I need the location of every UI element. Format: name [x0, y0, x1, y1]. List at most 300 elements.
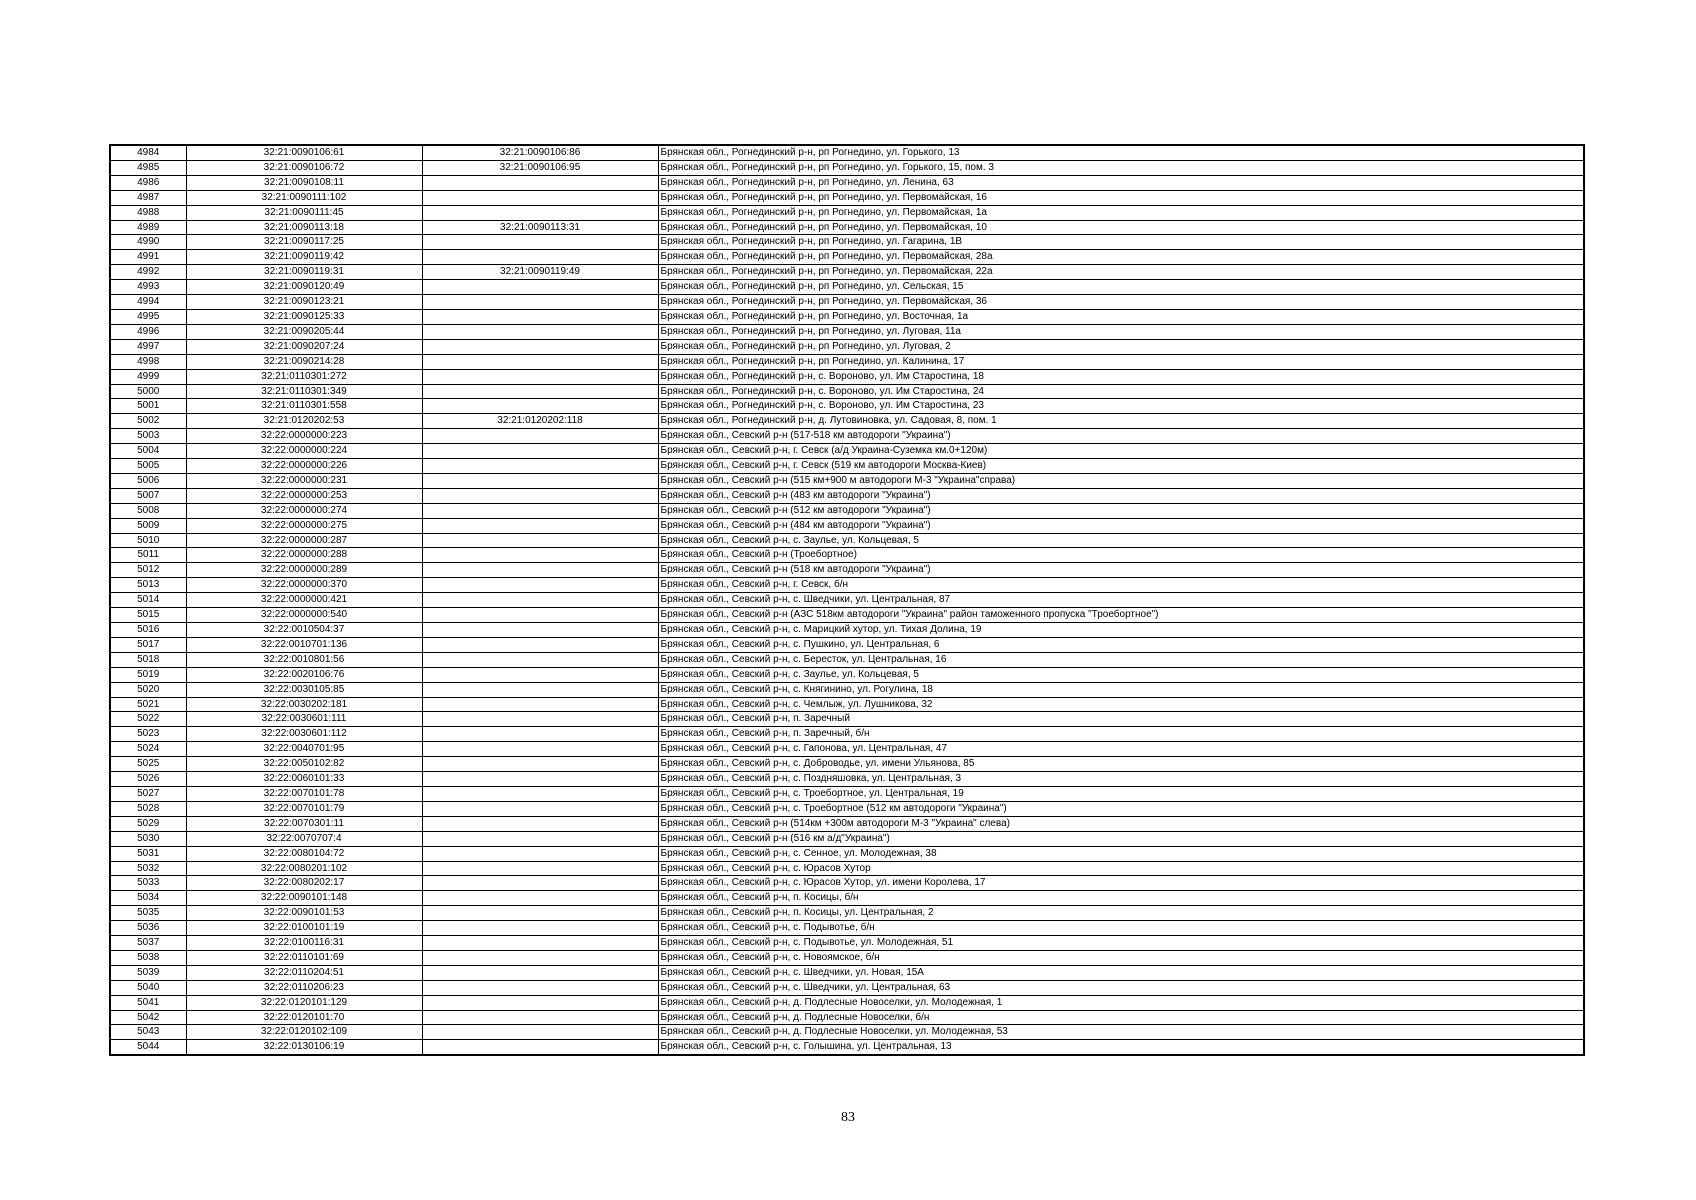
cadastral-number: 32:22:0000000:274 [186, 503, 422, 518]
row-number: 5024 [110, 742, 186, 757]
linked-cadastral-number [422, 712, 658, 727]
table-row [110, 801, 1584, 816]
address: Брянская обл., Севский р-н, г. Севск (519 км автодороги Москва-Киев) [658, 459, 1584, 474]
linked-cadastral-number [422, 980, 658, 995]
row-number: 5017 [110, 637, 186, 652]
table-row [110, 637, 1584, 652]
linked-cadastral-number [422, 786, 658, 801]
table-row [110, 593, 1584, 608]
row-number: 4994 [110, 295, 186, 310]
linked-cadastral-number: 32:21:0090106:86 [422, 145, 658, 160]
linked-cadastral-number [422, 309, 658, 324]
cadastral-number: 32:21:0090207:24 [186, 339, 422, 354]
table-row [110, 667, 1584, 682]
address: Брянская обл., Севский р-н, с. Заулье, ул. Кольцевая, 5 [658, 667, 1584, 682]
linked-cadastral-number [422, 429, 658, 444]
linked-cadastral-number [422, 533, 658, 548]
linked-cadastral-number [422, 891, 658, 906]
address: Брянская обл., Рогнединский р-н, рп Рогнедино, ул. Калинина, 17 [658, 354, 1584, 369]
linked-cadastral-number [422, 324, 658, 339]
linked-cadastral-number [422, 384, 658, 399]
table-row [110, 399, 1584, 414]
linked-cadastral-number [422, 861, 658, 876]
row-number: 5001 [110, 399, 186, 414]
cadastral-number: 32:22:0070301:11 [186, 816, 422, 831]
cadastral-number: 32:22:0120102:109 [186, 1025, 422, 1040]
linked-cadastral-number [422, 399, 658, 414]
table-row [110, 160, 1584, 175]
row-number: 5020 [110, 682, 186, 697]
linked-cadastral-number [422, 697, 658, 712]
linked-cadastral-number [422, 488, 658, 503]
table-row [110, 965, 1584, 980]
row-number: 5033 [110, 876, 186, 891]
row-number: 5021 [110, 697, 186, 712]
cadastral-number: 32:22:0040701:95 [186, 742, 422, 757]
row-number: 5022 [110, 712, 186, 727]
table-row [110, 473, 1584, 488]
row-number: 5011 [110, 548, 186, 563]
cadastral-number: 32:22:0000000:231 [186, 473, 422, 488]
address: Брянская обл., Рогнединский р-н, с. Вороново, ул. Им Старостина, 23 [658, 399, 1584, 414]
linked-cadastral-number [422, 831, 658, 846]
row-number: 5037 [110, 936, 186, 951]
row-number: 5028 [110, 801, 186, 816]
table-row [110, 861, 1584, 876]
address: Брянская обл., Рогнединский р-н, рп Рогнедино, ул. Луговая, 2 [658, 339, 1584, 354]
cadastral-number: 32:22:0030105:85 [186, 682, 422, 697]
row-number: 5012 [110, 563, 186, 578]
cadastral-number: 32:22:0000000:253 [186, 488, 422, 503]
row-number: 5036 [110, 921, 186, 936]
cadastral-number: 32:22:0080201:102 [186, 861, 422, 876]
cadastral-number: 32:22:0000000:288 [186, 548, 422, 563]
table-row [110, 578, 1584, 593]
cadastral-number: 32:22:0080104:72 [186, 846, 422, 861]
address: Брянская обл., Севский р-н, с. Юрасов Хутор, ул. имени Королева, 17 [658, 876, 1584, 891]
address: Брянская обл., Севский р-н, п. Заречный, б/н [658, 727, 1584, 742]
linked-cadastral-number [422, 578, 658, 593]
table-row [110, 876, 1584, 891]
address: Брянская обл., Севский р-н, г. Севск, б/н [658, 578, 1584, 593]
address: Брянская обл., Рогнединский р-н, рп Рогнедино, ул. Горького, 13 [658, 145, 1584, 160]
linked-cadastral-number [422, 369, 658, 384]
table-row [110, 906, 1584, 921]
table-row [110, 190, 1584, 205]
linked-cadastral-number [422, 742, 658, 757]
table-row [110, 772, 1584, 787]
address: Брянская обл., Севский р-н, с. Марицкий хутор, ул. Тихая Долина, 19 [658, 623, 1584, 638]
cadastral-number: 32:22:0110101:69 [186, 950, 422, 965]
address: Брянская обл., Севский р-н, с. Княгинино, ул. Рогулина, 18 [658, 682, 1584, 697]
table-row [110, 742, 1584, 757]
row-number: 5025 [110, 757, 186, 772]
address: Брянская обл., Севский р-н, с. Пушкино, ул. Центральная, 6 [658, 637, 1584, 652]
table-row [110, 369, 1584, 384]
address: Брянская обл., Севский р-н, с. Подывотье, ул. Молодежная, 51 [658, 936, 1584, 951]
row-number: 5029 [110, 816, 186, 831]
address: Брянская обл., Севский р-н, п. Косицы, б/н [658, 891, 1584, 906]
table-row [110, 980, 1584, 995]
linked-cadastral-number [422, 1010, 658, 1025]
address: Брянская обл., Севский р-н, с. Троебортное, ул. Центральная, 19 [658, 786, 1584, 801]
address: Брянская обл., Севский р-н, п. Заречный [658, 712, 1584, 727]
table-row [110, 950, 1584, 965]
address: Брянская обл., Рогнединский р-н, рп Рогнедино, ул. Первомайская, 28а [658, 250, 1584, 265]
row-number: 5043 [110, 1025, 186, 1040]
linked-cadastral-number [422, 205, 658, 220]
linked-cadastral-number [422, 801, 658, 816]
table-row [110, 265, 1584, 280]
linked-cadastral-number: 32:21:0090106:95 [422, 160, 658, 175]
cadastral-number: 32:21:0090214:28 [186, 354, 422, 369]
row-number: 5014 [110, 593, 186, 608]
table-row [110, 354, 1584, 369]
table-row [110, 280, 1584, 295]
table-row [110, 488, 1584, 503]
cadastral-number: 32:22:0010504:37 [186, 623, 422, 638]
table-row [110, 1025, 1584, 1040]
cadastral-number: 32:21:0090113:18 [186, 220, 422, 235]
row-number: 4990 [110, 235, 186, 250]
table-row [110, 1040, 1584, 1055]
table-row [110, 444, 1584, 459]
linked-cadastral-number [422, 995, 658, 1010]
row-number: 5034 [110, 891, 186, 906]
row-number: 5041 [110, 995, 186, 1010]
address: Брянская обл., Севский р-н (512 км автодороги "Украина") [658, 503, 1584, 518]
linked-cadastral-number [422, 444, 658, 459]
linked-cadastral-number [422, 816, 658, 831]
address: Брянская обл., Рогнединский р-н, рп Рогнедино, ул. Восточная, 1а [658, 309, 1584, 324]
address: Брянская обл., Севский р-н, с. Сенное, ул. Молодежная, 38 [658, 846, 1584, 861]
table-row [110, 786, 1584, 801]
cadastral-number: 32:22:0070101:78 [186, 786, 422, 801]
cadastral-number: 32:21:0090111:45 [186, 205, 422, 220]
address: Брянская обл., Рогнединский р-н, рп Рогнедино, ул. Сельская, 15 [658, 280, 1584, 295]
address: Брянская обл., Рогнединский р-н, рп Рогнедино, ул. Первомайская, 16 [658, 190, 1584, 205]
table-row [110, 652, 1584, 667]
cadastral-number: 32:21:0090119:42 [186, 250, 422, 265]
address: Брянская обл., Севский р-н, с. Бересток, ул. Центральная, 16 [658, 652, 1584, 667]
row-number: 5007 [110, 488, 186, 503]
table-row [110, 235, 1584, 250]
row-number: 5019 [110, 667, 186, 682]
table-row [110, 175, 1584, 190]
linked-cadastral-number [422, 727, 658, 742]
row-number: 5002 [110, 414, 186, 429]
linked-cadastral-number [422, 459, 658, 474]
address: Брянская обл., Рогнединский р-н, рп Рогнедино, ул. Первомайская, 10 [658, 220, 1584, 235]
table-row [110, 623, 1584, 638]
row-number: 4986 [110, 175, 186, 190]
linked-cadastral-number [422, 906, 658, 921]
linked-cadastral-number: 32:21:0090119:49 [422, 265, 658, 280]
row-number: 4995 [110, 309, 186, 324]
linked-cadastral-number [422, 235, 658, 250]
table-row [110, 921, 1584, 936]
row-number: 4996 [110, 324, 186, 339]
linked-cadastral-number [422, 593, 658, 608]
cadastral-number: 32:21:0090117:25 [186, 235, 422, 250]
row-number: 4988 [110, 205, 186, 220]
linked-cadastral-number [422, 295, 658, 310]
row-number: 4992 [110, 265, 186, 280]
row-number: 4985 [110, 160, 186, 175]
cadastral-number: 32:22:0090101:53 [186, 906, 422, 921]
address: Брянская обл., Севский р-н, п. Косицы, ул. Центральная, 2 [658, 906, 1584, 921]
cadastral-number: 32:22:0090101:148 [186, 891, 422, 906]
cadastral-number: 32:22:0070101:79 [186, 801, 422, 816]
linked-cadastral-number [422, 280, 658, 295]
table-row [110, 1010, 1584, 1025]
cadastral-number: 32:21:0090123:21 [186, 295, 422, 310]
row-number: 4993 [110, 280, 186, 295]
address: Брянская обл., Севский р-н (518 км автодороги "Украина") [658, 563, 1584, 578]
address: Брянская обл., Рогнединский р-н, рп Рогнедино, ул. Луговая, 11а [658, 324, 1584, 339]
cadastral-number: 32:21:0090106:61 [186, 145, 422, 160]
linked-cadastral-number [422, 667, 658, 682]
row-number: 4989 [110, 220, 186, 235]
address: Брянская обл., Севский р-н, г. Севск (а/д Украина-Суземка км.0+120м) [658, 444, 1584, 459]
cadastral-number: 32:22:0050102:82 [186, 757, 422, 772]
address: Брянская обл., Севский р-н (Троебортное) [658, 548, 1584, 563]
address: Брянская обл., Севский р-н, с. Голышина, ул. Центральная, 13 [658, 1040, 1584, 1055]
cadastral-number: 32:22:0080202:17 [186, 876, 422, 891]
row-number: 5030 [110, 831, 186, 846]
address: Брянская обл., Севский р-н (483 км автодороги "Украина") [658, 488, 1584, 503]
row-number: 5044 [110, 1040, 186, 1055]
linked-cadastral-number [422, 757, 658, 772]
linked-cadastral-number [422, 608, 658, 623]
table-row [110, 503, 1584, 518]
row-number: 4997 [110, 339, 186, 354]
linked-cadastral-number [422, 548, 658, 563]
row-number: 5009 [110, 518, 186, 533]
cadastral-number: 32:22:0010801:56 [186, 652, 422, 667]
linked-cadastral-number [422, 354, 658, 369]
cadastral-number: 32:22:0000000:224 [186, 444, 422, 459]
address: Брянская обл., Севский р-н, с. Троебортное (512 км автодороги "Украина") [658, 801, 1584, 816]
address: Брянская обл., Рогнединский р-н, с. Вороново, ул. Им Старостина, 24 [658, 384, 1584, 399]
address: Брянская обл., Севский р-н (484 км автодороги "Украина") [658, 518, 1584, 533]
address: Брянская обл., Рогнединский р-н, с. Вороново, ул. Им Старостина, 18 [658, 369, 1584, 384]
row-number: 5038 [110, 950, 186, 965]
table-row [110, 563, 1584, 578]
cadastral-number: 32:22:0030601:112 [186, 727, 422, 742]
row-number: 5005 [110, 459, 186, 474]
address: Брянская обл., Рогнединский р-н, д. Лутовиновка, ул. Садовая, 8, пом. 1 [658, 414, 1584, 429]
cadastral-number: 32:22:0060101:33 [186, 772, 422, 787]
table-row [110, 414, 1584, 429]
row-number: 5032 [110, 861, 186, 876]
cadastral-number: 32:22:0030601:111 [186, 712, 422, 727]
address: Брянская обл., Рогнединский р-н, рп Рогнедино, ул. Горького, 15, пом. 3 [658, 160, 1584, 175]
row-number: 5026 [110, 772, 186, 787]
table-row [110, 309, 1584, 324]
linked-cadastral-number [422, 503, 658, 518]
row-number: 5018 [110, 652, 186, 667]
cadastral-number: 32:21:0110301:558 [186, 399, 422, 414]
registry-table [109, 144, 1585, 1056]
table-row [110, 846, 1584, 861]
linked-cadastral-number [422, 518, 658, 533]
cadastral-number: 32:22:0000000:289 [186, 563, 422, 578]
table-row [110, 936, 1584, 951]
table-row [110, 757, 1584, 772]
linked-cadastral-number [422, 473, 658, 488]
address: Брянская обл., Рогнединский р-н, рп Рогнедино, ул. Ленина, 63 [658, 175, 1584, 190]
linked-cadastral-number [422, 637, 658, 652]
address: Брянская обл., Севский р-н, с. Доброводье, ул. имени Ульянова, 85 [658, 757, 1584, 772]
linked-cadastral-number [422, 921, 658, 936]
linked-cadastral-number [422, 846, 658, 861]
address: Брянская обл., Севский р-н, с. Чемлыж, ул. Лушникова, 32 [658, 697, 1584, 712]
table-row [110, 608, 1584, 623]
linked-cadastral-number [422, 250, 658, 265]
address: Брянская обл., Севский р-н, с. Шведчики, ул. Центральная, 63 [658, 980, 1584, 995]
row-number: 5006 [110, 473, 186, 488]
address: Брянская обл., Севский р-н (516 км а/д"Украина") [658, 831, 1584, 846]
address: Брянская обл., Севский р-н (517-518 км автодороги "Украина") [658, 429, 1584, 444]
table-row [110, 518, 1584, 533]
cadastral-number: 32:21:0090125:33 [186, 309, 422, 324]
table-row [110, 429, 1584, 444]
cadastral-number: 32:22:0110206:23 [186, 980, 422, 995]
table-row [110, 384, 1584, 399]
table-row [110, 459, 1584, 474]
address: Брянская обл., Севский р-н, с. Новоямское, б/н [658, 950, 1584, 965]
linked-cadastral-number [422, 623, 658, 638]
table-row [110, 995, 1584, 1010]
cadastral-number: 32:22:0100101:19 [186, 921, 422, 936]
linked-cadastral-number [422, 936, 658, 951]
address: Брянская обл., Севский р-н, с. Подывотье, б/н [658, 921, 1584, 936]
cadastral-number: 32:22:0000000:223 [186, 429, 422, 444]
address: Брянская обл., Севский р-н (АЗС 518км автодороги "Украина" район таможенного пропуска "Троебортное") [658, 608, 1584, 623]
row-number: 5027 [110, 786, 186, 801]
linked-cadastral-number: 32:21:0090113:31 [422, 220, 658, 235]
linked-cadastral-number [422, 772, 658, 787]
table-row [110, 220, 1584, 235]
row-number: 4987 [110, 190, 186, 205]
cadastral-number: 32:21:0110301:349 [186, 384, 422, 399]
address: Брянская обл., Рогнединский р-н, рп Рогнедино, ул. Первомайская, 22а [658, 265, 1584, 280]
row-number: 5013 [110, 578, 186, 593]
table-row [110, 712, 1584, 727]
linked-cadastral-number [422, 563, 658, 578]
linked-cadastral-number [422, 175, 658, 190]
cadastral-number: 32:21:0120202:53 [186, 414, 422, 429]
linked-cadastral-number [422, 1025, 658, 1040]
address: Брянская обл., Севский р-н, с. Юрасов Хутор [658, 861, 1584, 876]
table-row [110, 339, 1584, 354]
table-row [110, 295, 1584, 310]
linked-cadastral-number [422, 1040, 658, 1055]
cadastral-number: 32:22:0110204:51 [186, 965, 422, 980]
address: Брянская обл., Севский р-н, с. Поздняшовка, ул. Центральная, 3 [658, 772, 1584, 787]
table-row [110, 548, 1584, 563]
linked-cadastral-number [422, 339, 658, 354]
table-row [110, 250, 1584, 265]
registry-table-body [110, 145, 1584, 1055]
address: Брянская обл., Севский р-н, д. Подлесные Новоселки, б/н [658, 1010, 1584, 1025]
cadastral-number: 32:21:0090120:49 [186, 280, 422, 295]
address: Брянская обл., Севский р-н, с. Заулье, ул. Кольцевая, 5 [658, 533, 1584, 548]
table-row [110, 145, 1584, 160]
row-number: 5023 [110, 727, 186, 742]
cadastral-number: 32:22:0100116:31 [186, 936, 422, 951]
address: Брянская обл., Севский р-н, д. Подлесные Новоселки, ул. Молодежная, 1 [658, 995, 1584, 1010]
row-number: 5000 [110, 384, 186, 399]
linked-cadastral-number [422, 950, 658, 965]
cadastral-number: 32:22:0020106:76 [186, 667, 422, 682]
cadastral-number: 32:22:0120101:70 [186, 1010, 422, 1025]
cadastral-number: 32:21:0090119:31 [186, 265, 422, 280]
row-number: 4998 [110, 354, 186, 369]
address: Брянская обл., Севский р-н, д. Подлесные Новоселки, ул. Молодежная, 53 [658, 1025, 1584, 1040]
table-row [110, 816, 1584, 831]
table-row [110, 324, 1584, 339]
table-row [110, 205, 1584, 220]
row-number: 4984 [110, 145, 186, 160]
row-number: 5003 [110, 429, 186, 444]
cadastral-number: 32:22:0000000:421 [186, 593, 422, 608]
cadastral-number: 32:22:0030202:181 [186, 697, 422, 712]
address: Брянская обл., Рогнединский р-н, рп Рогнедино, ул. Гагарина, 1В [658, 235, 1584, 250]
table-row [110, 697, 1584, 712]
linked-cadastral-number [422, 965, 658, 980]
linked-cadastral-number [422, 190, 658, 205]
cadastral-number: 32:22:0010701:136 [186, 637, 422, 652]
table-row [110, 727, 1584, 742]
address: Брянская обл., Севский р-н, с. Гапонова, ул. Центральная, 47 [658, 742, 1584, 757]
cadastral-number: 32:21:0090108:11 [186, 175, 422, 190]
table-row [110, 682, 1584, 697]
linked-cadastral-number [422, 652, 658, 667]
address: Брянская обл., Рогнединский р-н, рп Рогнедино, ул. Первомайская, 36 [658, 295, 1584, 310]
linked-cadastral-number: 32:21:0120202:118 [422, 414, 658, 429]
cadastral-number: 32:22:0000000:287 [186, 533, 422, 548]
cadastral-number: 32:22:0000000:226 [186, 459, 422, 474]
address: Брянская обл., Севский р-н (514км +300м автодороги М-3 "Украина" слева) [658, 816, 1584, 831]
address: Брянская обл., Севский р-н, с. Шведчики, ул. Центральная, 87 [658, 593, 1584, 608]
table-row [110, 891, 1584, 906]
cadastral-number: 32:21:0090111:102 [186, 190, 422, 205]
row-number: 5040 [110, 980, 186, 995]
cadastral-number: 32:22:0000000:370 [186, 578, 422, 593]
cadastral-number: 32:21:0110301:272 [186, 369, 422, 384]
linked-cadastral-number [422, 876, 658, 891]
cadastral-number: 32:21:0090205:44 [186, 324, 422, 339]
cadastral-number: 32:22:0130106:19 [186, 1040, 422, 1055]
row-number: 4999 [110, 369, 186, 384]
cadastral-number: 32:22:0000000:540 [186, 608, 422, 623]
address: Брянская обл., Севский р-н (515 км+900 м автодороги М-3 "Украина"справа) [658, 473, 1584, 488]
table-row [110, 831, 1584, 846]
linked-cadastral-number [422, 682, 658, 697]
row-number: 5008 [110, 503, 186, 518]
row-number: 5031 [110, 846, 186, 861]
address: Брянская обл., Севский р-н, с. Шведчики, ул. Новая, 15А [658, 965, 1584, 980]
row-number: 5042 [110, 1010, 186, 1025]
cadastral-number: 32:22:0000000:275 [186, 518, 422, 533]
row-number: 5035 [110, 906, 186, 921]
row-number: 5015 [110, 608, 186, 623]
row-number: 5016 [110, 623, 186, 638]
cadastral-number: 32:21:0090106:72 [186, 160, 422, 175]
row-number: 5010 [110, 533, 186, 548]
